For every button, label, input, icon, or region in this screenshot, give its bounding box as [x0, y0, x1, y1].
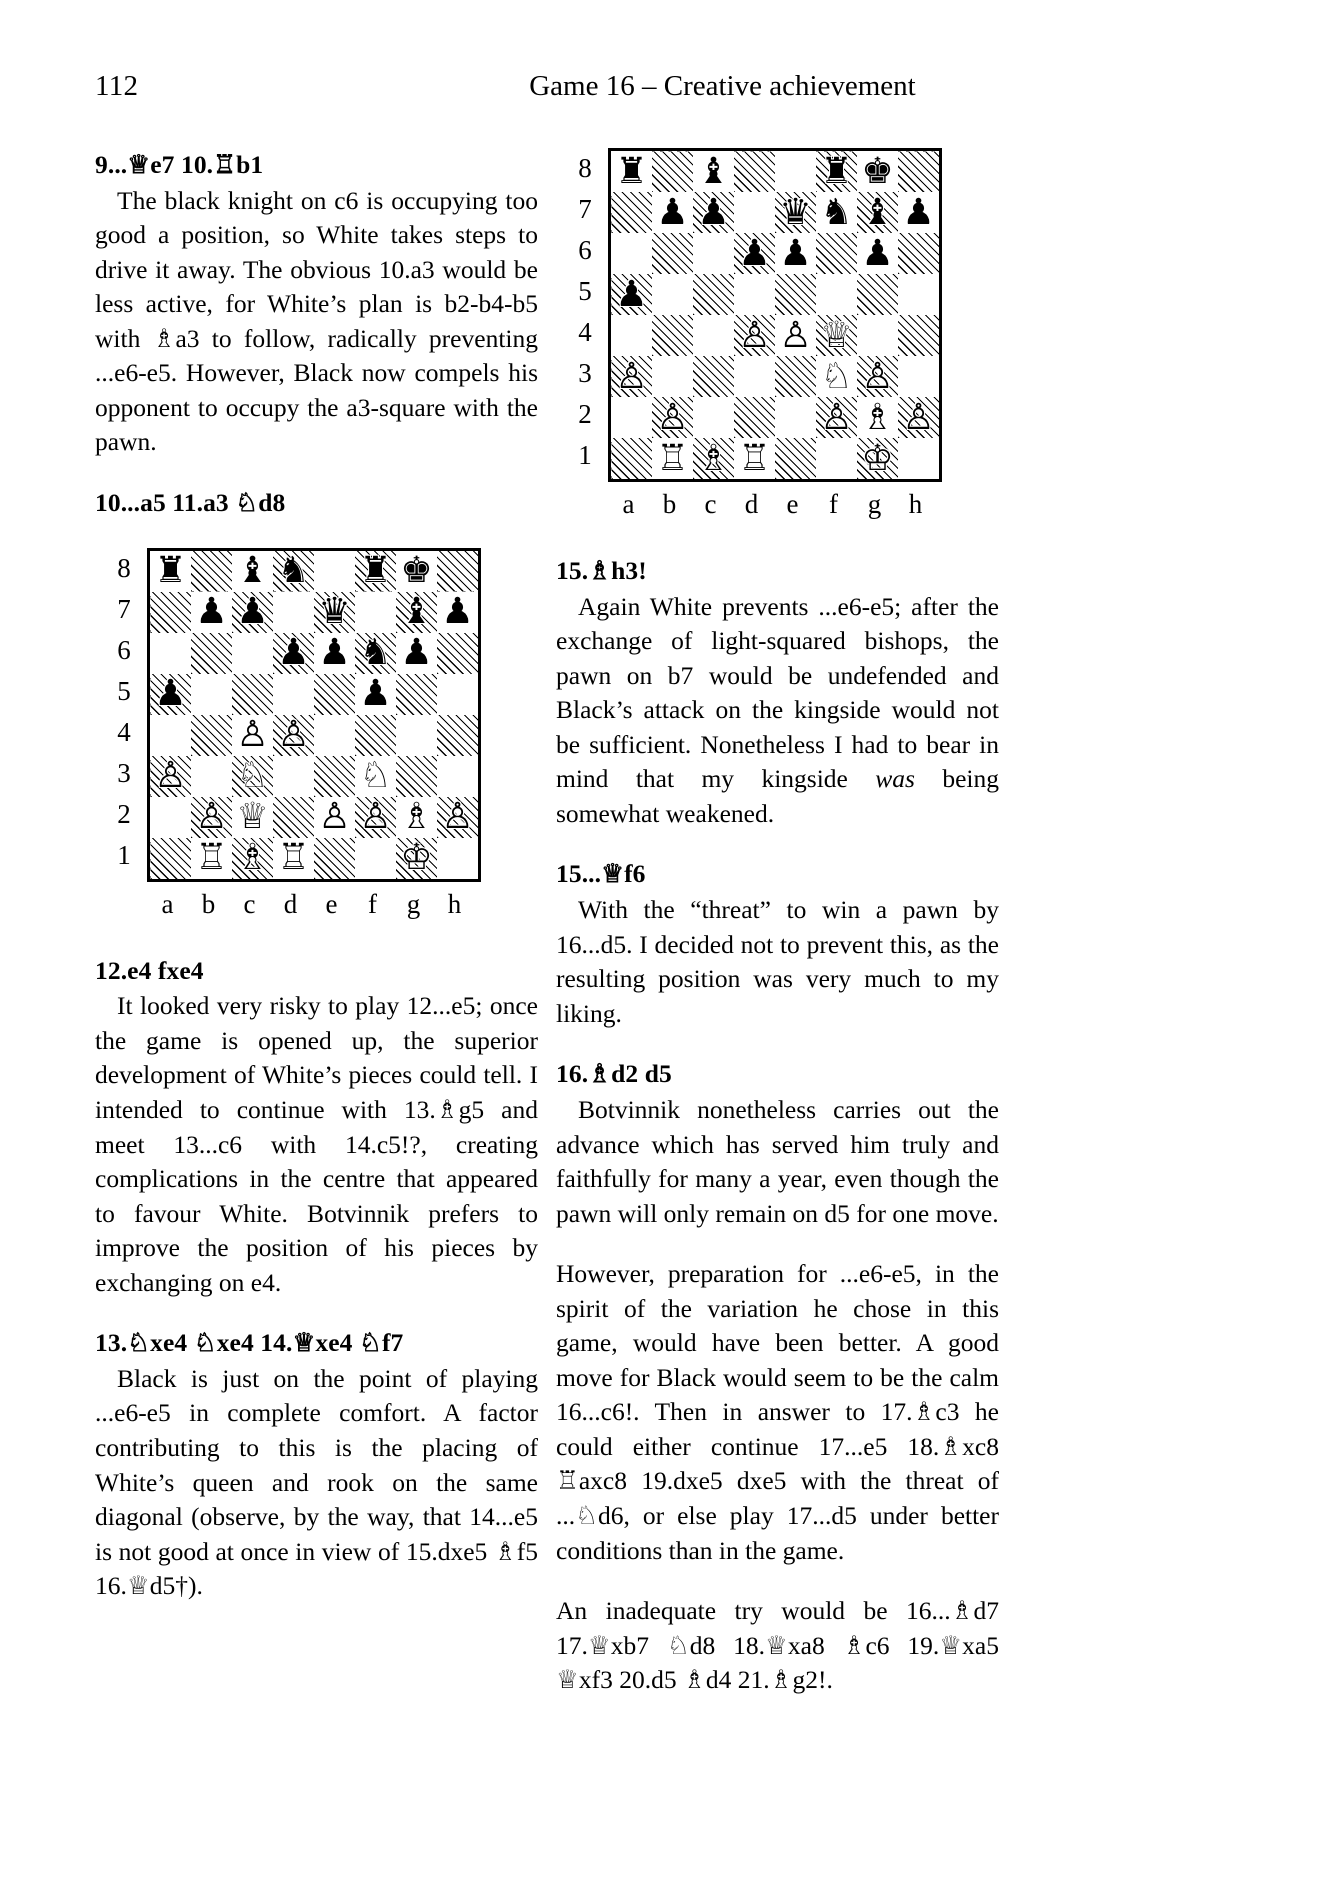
board-square-c6	[232, 633, 273, 674]
chess-piece-icon: ♟	[615, 274, 648, 315]
chess-piece-icon: ♟	[236, 591, 269, 633]
rank-label-8: 8	[117, 552, 131, 583]
chess-piece-icon: ♗	[400, 796, 433, 838]
board-square-e1	[314, 838, 355, 881]
board-square-e8	[775, 150, 816, 193]
chess-piece-icon: ♜	[154, 550, 187, 592]
chess-piece-icon: ♙	[154, 755, 187, 797]
chess-piece-icon: ♖	[195, 837, 228, 879]
move-heading-16: 16.♗d2 d5	[556, 1059, 672, 1089]
rank-label-5: 5	[117, 675, 131, 706]
chess-piece-icon: ♗	[697, 438, 730, 479]
file-label-c: c	[243, 888, 256, 919]
chess-piece-icon: ♔	[400, 837, 433, 879]
board-square-f8	[816, 150, 857, 193]
board-rank-row	[149, 674, 480, 715]
paragraph-5: With the “threat” to win a pawn by 16...d5. I decided not to prevent this, as the resulting position was very much to my liking.	[556, 895, 999, 1028]
board-square-a7	[610, 192, 653, 233]
board-square-h6	[898, 233, 941, 274]
board-rank-row	[610, 192, 941, 233]
chess-piece-icon: ♙	[615, 356, 648, 397]
file-label-a: a	[622, 489, 635, 519]
board-square-b6	[652, 233, 693, 274]
board-square-f6	[816, 233, 857, 274]
board-square-e3	[314, 756, 355, 797]
chess-piece-icon: ♙	[779, 315, 812, 356]
board-square-c3	[693, 356, 734, 397]
board-square-f3	[816, 356, 857, 397]
move-heading-13: 13.♘xe4 ♘xe4 14.♕xe4 ♘f7	[95, 1328, 404, 1358]
board-square-f6	[355, 633, 396, 674]
spacer	[556, 831, 999, 857]
board-square-h3	[898, 356, 941, 397]
board-square-e5	[775, 274, 816, 315]
file-label-b: b	[201, 888, 216, 919]
board-square-d3	[273, 756, 314, 797]
file-label-f: f	[368, 888, 377, 919]
board-square-g6	[857, 233, 898, 274]
board-square-b3	[191, 756, 232, 797]
chess-piece-icon: ♞	[277, 550, 310, 592]
board-square-f4	[355, 715, 396, 756]
rank-label-4: 4	[117, 716, 131, 747]
board-square-c5	[232, 674, 273, 715]
board-square-f2	[816, 397, 857, 438]
board-rank-row	[149, 715, 480, 756]
chess-piece-icon: ♜	[615, 150, 648, 192]
board-square-f1	[816, 438, 857, 481]
spacer	[556, 1031, 999, 1057]
spacer	[556, 1231, 999, 1257]
board-square-d1	[734, 438, 775, 481]
board-square-h1	[898, 438, 941, 481]
file-label-f: f	[829, 489, 838, 519]
board-square-f1	[355, 838, 396, 881]
board-square-h7	[898, 192, 941, 233]
board-square-c4	[232, 715, 273, 756]
board-square-a3	[149, 756, 192, 797]
chess-piece-icon: ♚	[861, 150, 894, 192]
right-column	[556, 148, 999, 1698]
board-square-f5	[816, 274, 857, 315]
chess-piece-icon: ♙	[318, 796, 351, 838]
move-heading-15: 15.♗h3!	[556, 556, 647, 585]
chess-piece-icon: ♙	[820, 397, 853, 438]
board-square-h4	[437, 715, 480, 756]
rank-label-3: 3	[117, 757, 131, 788]
board-square-h8	[437, 549, 480, 592]
board-square-g5	[857, 274, 898, 315]
file-label-h: h	[447, 888, 462, 919]
board-square-b7	[191, 592, 232, 633]
board-rank-row	[610, 274, 941, 315]
board-square-d6	[734, 233, 775, 274]
chess-piece-icon: ♗	[236, 837, 269, 879]
board-square-b3	[652, 356, 693, 397]
chess-piece-icon: ♗	[861, 397, 894, 438]
board-square-g2	[857, 397, 898, 438]
board-square-d5	[273, 674, 314, 715]
board-square-a2	[149, 797, 192, 838]
board-square-a3	[610, 356, 653, 397]
board-square-e3	[775, 356, 816, 397]
board-square-a7	[149, 592, 192, 633]
rank-label-7: 7	[117, 593, 131, 624]
chess-piece-icon: ♝	[697, 150, 730, 192]
board-square-a5	[149, 674, 192, 715]
board-2-wrap	[578, 148, 999, 482]
board-rank-row	[149, 756, 480, 797]
board-1-file-labels	[147, 889, 538, 920]
chess-piece-icon: ♟	[779, 233, 812, 274]
rank-label-6: 6	[578, 235, 592, 265]
board-square-g2	[396, 797, 437, 838]
board-square-g4	[396, 715, 437, 756]
board-square-a5	[610, 274, 653, 315]
board-square-d2	[273, 797, 314, 838]
page-number: 112	[95, 70, 139, 102]
board-square-g7	[396, 592, 437, 633]
board-square-e6	[775, 233, 816, 274]
board-square-e8	[314, 549, 355, 592]
board-square-c8	[693, 150, 734, 193]
board-square-d8	[734, 150, 775, 193]
board-square-c7	[693, 192, 734, 233]
spacer	[95, 1300, 538, 1326]
chess-piece-icon: ♖	[656, 438, 689, 479]
chess-piece-icon: ♙	[861, 356, 894, 397]
board-square-g6	[396, 633, 437, 674]
board-square-g5	[396, 674, 437, 715]
board-square-b1	[191, 838, 232, 881]
board-square-a4	[149, 715, 192, 756]
chess-piece-icon: ♟	[318, 632, 351, 674]
move-heading-12: 12.e4 fxe4	[95, 955, 204, 985]
board-square-h2	[437, 797, 480, 838]
move-heading-10: 10...a5 11.a3 ♘d8	[95, 488, 286, 518]
file-label-e: e	[786, 489, 799, 519]
board-square-h3	[437, 756, 480, 797]
board-square-f7	[816, 192, 857, 233]
spacer	[556, 520, 999, 554]
board-square-a1	[149, 838, 192, 881]
chess-piece-icon: ♕	[236, 796, 269, 838]
file-label-g: g	[867, 489, 882, 519]
chess-piece-icon: ♟	[359, 673, 392, 715]
paragraph-7: However, preparation for ...e6-e5, in the spirit of the variation he chose in this game, would have been better. A good move for Black would seem to be the calm 16...c6!. Then in answer to 17.♗c3 he could either continue 17...e5 18.♗xc8 ♖axc8 19.dxe5 dxe5 with the threat of ...♘d6, or else play 17...d5 under better conditions than in the game.	[556, 1259, 999, 1565]
board-square-h7	[437, 592, 480, 633]
board-square-h4	[898, 315, 941, 356]
board-square-b4	[652, 315, 693, 356]
board-square-a6	[149, 633, 192, 674]
board-1-rank-labels	[109, 548, 139, 876]
board-rank-row	[610, 150, 941, 193]
chess-piece-icon: ♟	[656, 192, 689, 233]
chess-piece-icon: ♟	[154, 673, 187, 715]
board-square-b2	[652, 397, 693, 438]
board-rank-row	[610, 315, 941, 356]
board-square-d1	[273, 838, 314, 881]
move-heading-15b: 15...♕f6	[556, 859, 646, 889]
board-square-f3	[355, 756, 396, 797]
board-square-a1	[610, 438, 653, 481]
chess-piece-icon: ♕	[820, 315, 853, 356]
chess-piece-icon: ♙	[656, 397, 689, 438]
board-square-a4	[610, 315, 653, 356]
chess-piece-icon: ♝	[400, 591, 433, 633]
board-square-d6	[273, 633, 314, 674]
board-square-c2	[232, 797, 273, 838]
paragraph-3: Black is just on the point of playing ...e6-e5 in complete comfort. A factor contributing to this is the placing of White’s queen and rook on the same diagonal (observe, by the way, that 14...e5 is not good at once in view of 15.dxe5 ♗f5 16.♕d5†).	[95, 1363, 538, 1601]
board-square-g8	[396, 549, 437, 592]
board-square-g1	[857, 438, 898, 481]
file-label-e: e	[325, 888, 338, 919]
board-square-g3	[857, 356, 898, 397]
board-square-h1	[437, 838, 480, 881]
move-heading-9: 9...♕e7 10.♖b1	[95, 150, 264, 179]
chess-piece-icon: ♟	[697, 192, 730, 233]
chess-piece-icon: ♘	[236, 755, 269, 797]
board-1-wrap	[117, 548, 538, 882]
chess-piece-icon: ♟	[441, 591, 474, 633]
board-square-b4	[191, 715, 232, 756]
chess-piece-icon: ♚	[400, 550, 433, 592]
board-square-h5	[898, 274, 941, 315]
paragraph-6: Botvinnik nonetheless carries out the advance which has served him truly and faithfully for many a year, even though the pawn will only remain on d5 for one move.	[556, 1094, 999, 1228]
file-label-d: d	[283, 888, 298, 919]
board-square-e4	[775, 315, 816, 356]
board-square-d7	[273, 592, 314, 633]
board-square-g1	[396, 838, 437, 881]
file-label-g: g	[406, 888, 421, 919]
paragraph-4	[556, 590, 999, 832]
board-square-e6	[314, 633, 355, 674]
left-column	[95, 148, 538, 1604]
board-1	[117, 548, 538, 920]
chess-diagram-2	[578, 148, 999, 520]
chess-piece-icon: ♟	[738, 233, 771, 274]
board-rank-row	[610, 397, 941, 438]
board-square-h6	[437, 633, 480, 674]
board-square-e7	[314, 592, 355, 633]
chess-piece-icon: ♟	[195, 591, 228, 633]
chess-piece-icon: ♝	[861, 192, 894, 233]
board-square-e2	[775, 397, 816, 438]
board-square-e1	[775, 438, 816, 481]
chess-piece-icon: ♟	[902, 192, 935, 233]
board-square-b1	[652, 438, 693, 481]
board-square-a6	[610, 233, 653, 274]
rank-label-2: 2	[578, 399, 592, 429]
rank-label-8: 8	[578, 153, 592, 183]
rank-label-5: 5	[578, 276, 592, 306]
board-square-b6	[191, 633, 232, 674]
board-square-e2	[314, 797, 355, 838]
file-label-d: d	[744, 489, 759, 519]
paragraph-2: It looked very risky to play 12...e5; once the game is opened up, the superior development of White’s pieces could tell. I intended to continue with 13.♗g5 and meet 13...c6 with 14.c5!?, creating complications in the centre that appeared to favour White. Botvinnik prefers to improve the position of his pieces by exchanging on e4.	[95, 991, 538, 1297]
board-square-c1	[693, 438, 734, 481]
rank-label-1: 1	[117, 839, 131, 870]
rank-label-4: 4	[578, 317, 592, 347]
board-square-b8	[191, 549, 232, 592]
chess-piece-icon: ♟	[861, 233, 894, 274]
chess-piece-icon: ♙	[738, 315, 771, 356]
board-1-grid	[147, 548, 481, 882]
board-square-b2	[191, 797, 232, 838]
board-rank-row	[149, 592, 480, 633]
board-square-f2	[355, 797, 396, 838]
chess-piece-icon: ♖	[738, 438, 771, 479]
rank-label-1: 1	[578, 440, 592, 470]
board-square-h2	[898, 397, 941, 438]
board-square-c5	[693, 274, 734, 315]
board-square-b5	[191, 674, 232, 715]
board-square-c8	[232, 549, 273, 592]
board-2	[578, 148, 999, 520]
chess-piece-icon: ♙	[195, 796, 228, 838]
board-square-e4	[314, 715, 355, 756]
board-square-h5	[437, 674, 480, 715]
board-square-e7	[775, 192, 816, 233]
board-square-b7	[652, 192, 693, 233]
board-square-c1	[232, 838, 273, 881]
chess-piece-icon: ♔	[861, 438, 894, 479]
board-square-d3	[734, 356, 775, 397]
chess-piece-icon: ♜	[359, 550, 392, 592]
chess-piece-icon: ♜	[820, 150, 853, 192]
board-square-g8	[857, 150, 898, 193]
file-label-a: a	[161, 888, 174, 919]
board-square-c2	[693, 397, 734, 438]
chess-piece-icon: ♛	[318, 591, 351, 633]
paragraph-4-post: being somewhat weakened.	[556, 764, 1000, 828]
chess-piece-icon: ♘	[359, 755, 392, 797]
board-2-file-labels	[608, 489, 999, 520]
file-label-h: h	[908, 489, 923, 519]
chess-piece-icon: ♟	[277, 632, 310, 674]
chess-diagram-1	[117, 548, 538, 920]
chess-piece-icon: ♞	[820, 192, 853, 233]
board-square-f5	[355, 674, 396, 715]
rank-label-7: 7	[578, 194, 592, 224]
board-2-grid	[608, 148, 942, 482]
board-square-f8	[355, 549, 396, 592]
chess-piece-icon: ♖	[277, 837, 310, 879]
paragraph-4-pre: Again White prevents ...e6-e5; after the exchange of light-squared bishops, the pawn on b7 would be undefended and Black’s attack on the kingside would not be sufficient. Nonetheless I had to bear in mind that my kingside	[556, 591, 999, 794]
board-square-b8	[652, 150, 693, 193]
chess-piece-icon: ♛	[779, 192, 812, 233]
board-square-c3	[232, 756, 273, 797]
rank-label-6: 6	[117, 634, 131, 665]
board-square-d7	[734, 192, 775, 233]
board-square-c4	[693, 315, 734, 356]
board-square-d5	[734, 274, 775, 315]
spacer	[95, 522, 538, 548]
rank-label-2: 2	[117, 798, 131, 829]
board-square-h8	[898, 150, 941, 193]
paragraph-4-emphasis: was	[875, 764, 915, 794]
chess-piece-icon: ♟	[400, 632, 433, 674]
rank-label-3: 3	[578, 358, 592, 388]
board-rank-row	[149, 633, 480, 674]
spacer	[95, 920, 538, 954]
board-rank-row	[610, 356, 941, 397]
chess-piece-icon: ♝	[236, 550, 269, 592]
chess-piece-icon: ♙	[441, 796, 474, 838]
board-square-c6	[693, 233, 734, 274]
board-square-g7	[857, 192, 898, 233]
board-square-d4	[734, 315, 775, 356]
board-square-g3	[396, 756, 437, 797]
paragraph-8: An inadequate try would be 16...♗d7 17.♕xb7 ♘d8 18.♕xa8 ♗c6 19.♕xa5 ♕xf3 20.d5 ♗d4 21.♗g2!.	[556, 1596, 999, 1695]
board-square-d2	[734, 397, 775, 438]
board-rank-row	[610, 233, 941, 274]
board-square-g4	[857, 315, 898, 356]
chess-piece-icon: ♘	[820, 356, 853, 397]
board-square-a8	[610, 150, 653, 193]
board-rank-row	[149, 838, 480, 881]
chess-piece-icon: ♙	[359, 796, 392, 838]
spacer	[95, 460, 538, 486]
board-square-d8	[273, 549, 314, 592]
board-square-f7	[355, 592, 396, 633]
file-label-c: c	[704, 489, 717, 519]
board-rank-row	[610, 438, 941, 481]
chess-piece-icon: ♙	[902, 397, 935, 438]
chess-piece-icon: ♙	[277, 714, 310, 756]
board-2-rank-labels	[570, 148, 600, 476]
running-title: Game 16 – Creative achievement	[529, 70, 916, 102]
chess-piece-icon: ♙	[236, 714, 269, 756]
board-square-f4	[816, 315, 857, 356]
spacer	[556, 1568, 999, 1594]
running-head	[95, 70, 1245, 110]
board-square-d4	[273, 715, 314, 756]
board-square-a8	[149, 549, 192, 592]
paragraph-1: The black knight on c6 is occupying too good a position, so White takes steps to drive it away. The obvious 10.a3 would be less active, for White’s plan is b2-b4-b5 with ♗a3 to follow, radically preventing ...e6-e5. However, Black now compels his opponent to occupy the a3-square with the pawn.	[95, 185, 538, 457]
board-rank-row	[149, 797, 480, 838]
chess-piece-icon: ♞	[359, 632, 392, 674]
board-square-e5	[314, 674, 355, 715]
board-square-a2	[610, 397, 653, 438]
file-label-b: b	[662, 489, 677, 519]
board-rank-row	[149, 549, 480, 592]
board-square-b5	[652, 274, 693, 315]
board-square-c7	[232, 592, 273, 633]
